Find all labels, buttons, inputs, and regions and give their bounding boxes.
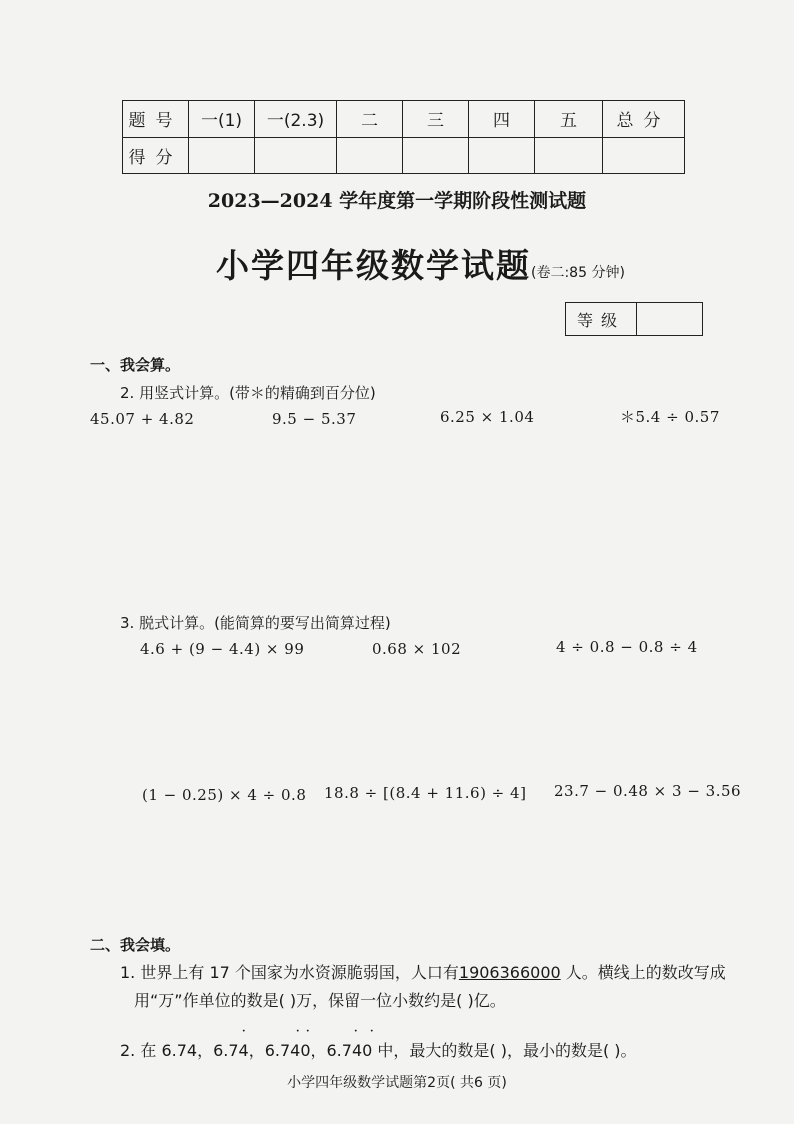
exam-duration-note: (卷二:85 分钟) <box>531 265 625 281</box>
score-header-cell: 一(2.3) <box>255 101 337 138</box>
repeating-dot: · <box>354 1026 358 1037</box>
score-header-cell: 五 <box>535 101 603 138</box>
score-header-cell: 题号 <box>123 101 189 138</box>
section-2-heading: 二、我会填。 <box>90 936 181 954</box>
score-header-cell: 四 <box>469 101 535 138</box>
score-row-label: 得分 <box>123 137 189 174</box>
score-cell[interactable] <box>403 137 469 174</box>
section-1-heading: 一、我会算。 <box>90 356 181 374</box>
score-table <box>122 100 685 174</box>
fill-q2: 2. 在 6.74，6.74，6.740，6.740 中，最大的数是( )，最小的数是( )。 <box>120 1041 637 1060</box>
fill-q1-line1 <box>120 960 726 983</box>
score-cell[interactable] <box>469 137 535 174</box>
repeating-dot: · <box>370 1026 374 1037</box>
repeating-dot: · <box>306 1026 310 1037</box>
page-footer: 小学四年级数学试题第2页( 共6 页) <box>287 1075 507 1091</box>
score-table-header-row <box>123 101 685 138</box>
score-cell[interactable] <box>337 137 403 174</box>
exam-subtitle: 2023—2024 学年度第一学期阶段性测试题 <box>207 190 587 212</box>
underlined-number: 1906366000 <box>458 963 561 982</box>
score-header-cell: 二 <box>337 101 403 138</box>
score-cell[interactable] <box>189 137 255 174</box>
grade-field[interactable] <box>637 303 702 335</box>
vertical-calc-item: 45.07 + 4.82 <box>90 410 195 428</box>
fill-q1-text-end: 人。横线上的数改写成 <box>560 963 726 982</box>
step-calc-item: 23.7 − 0.48 × 3 − 3.56 <box>554 782 742 800</box>
step-calc-item: 0.68 × 102 <box>372 640 462 658</box>
grade-label: 等级 <box>566 303 637 335</box>
repeating-dot: · <box>296 1026 300 1037</box>
exam-title-text: 小学四年级数学试题 <box>216 246 531 285</box>
grade-box <box>565 302 703 336</box>
vertical-calc-item: 9.5 − 5.37 <box>272 410 357 428</box>
exam-title <box>216 240 625 287</box>
vertical-calc-item: ＊5.4 ÷ 0.57 <box>620 408 720 426</box>
score-header-cell: 总分 <box>603 101 685 138</box>
step-calc-item: 4 ÷ 0.8 − 0.8 ÷ 4 <box>556 638 698 656</box>
q3-prompt: 3. 脱式计算。(能简算的要写出简算过程) <box>120 614 391 632</box>
step-calc-item: 4.6 + (9 − 4.4) × 99 <box>140 640 305 658</box>
score-cell[interactable] <box>603 137 685 174</box>
repeating-dot: · <box>242 1026 246 1037</box>
fill-q1-text: 1. 世界上有 17 个国家为水资源脆弱国，人口有 <box>120 963 459 982</box>
score-table-score-row <box>123 137 685 174</box>
step-calc-item: (1 − 0.25) × 4 ÷ 0.8 <box>142 786 307 804</box>
score-header-cell: 一(1) <box>189 101 255 138</box>
score-cell[interactable] <box>535 137 603 174</box>
step-calc-item: 18.8 ÷ [(8.4 + 11.6) ÷ 4] <box>324 784 527 802</box>
fill-q1-line2: 用“万”作单位的数是( )万，保留一位小数约是( )亿。 <box>134 991 506 1010</box>
score-cell[interactable] <box>255 137 337 174</box>
q2-prompt: 2. 用竖式计算。(带＊的精确到百分位) <box>120 384 376 402</box>
score-header-cell: 三 <box>403 101 469 138</box>
vertical-calc-item: 6.25 × 1.04 <box>440 408 535 426</box>
